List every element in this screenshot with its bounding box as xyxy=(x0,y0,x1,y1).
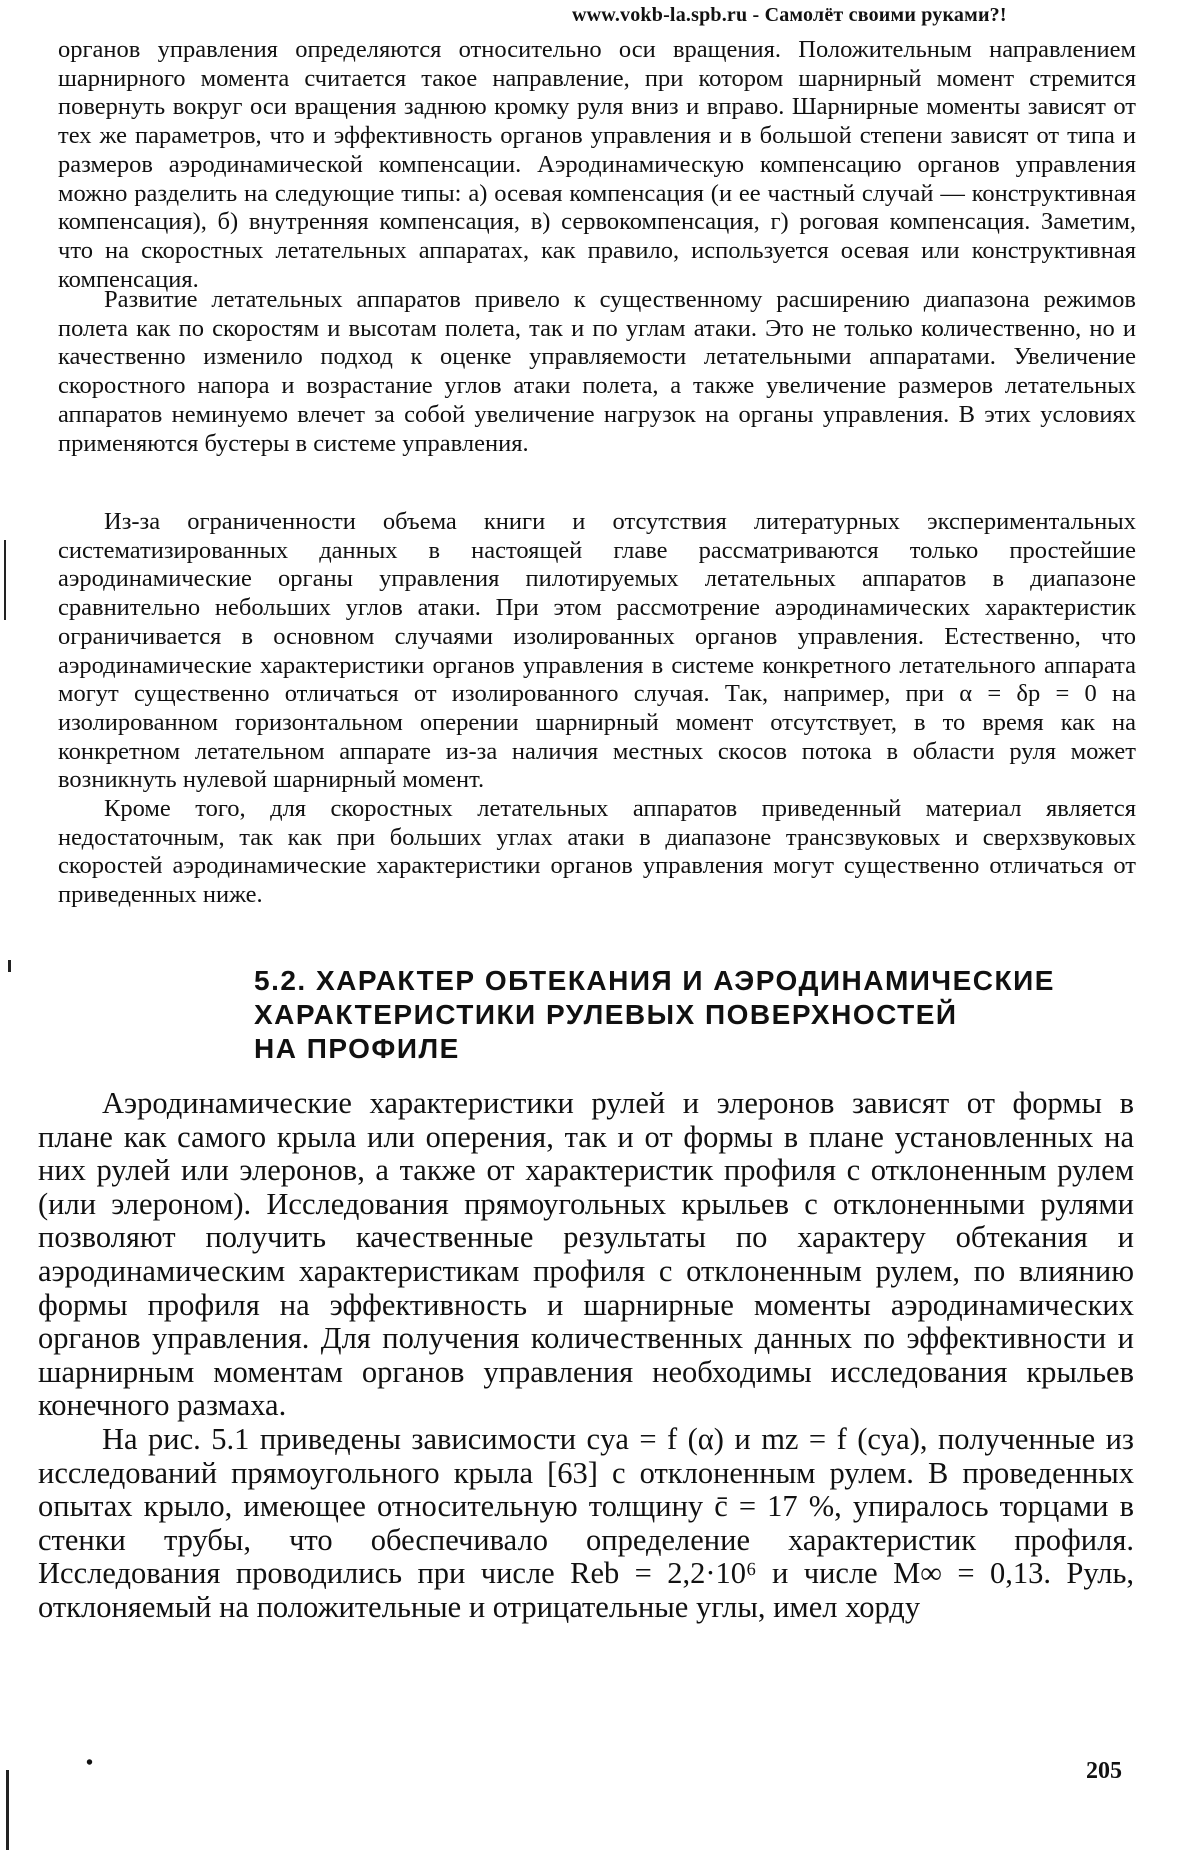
page-header: www.vokb-la.spb.ru - Самолёт своими руками?! xyxy=(572,4,1007,26)
text-block-2 xyxy=(58,286,1136,458)
text-block-3 xyxy=(58,508,1136,795)
paragraph-development: Развитие летательных аппаратов привело к существенному расширению диапазона режимов полета как по скоростям и высотам полета, так и по углам атаки. Это не только количественно, но и качественно изменило подход к оценке управляемости летательными аппаратами. Увеличение скоростного напора и возрастание углов атаки полета, а также увеличение размеров летательных аппаратов неминуемо влечет за собой увеличение нагрузок на органы управления. В этих условиях применяются бустеры в системе управления. xyxy=(58,286,1136,457)
section-heading xyxy=(254,964,1134,1066)
text-block-4 xyxy=(58,795,1136,910)
page-number: 205 xyxy=(1086,1758,1122,1784)
paragraph-limitations: Из-за ограниченности объема книги и отсутствия литературных экспериментальных систематизированных данных в настоящей главе рассматриваются только простейшие аэродинамические органы управления пилотируемых летательных аппаратов в диапазоне сравнительно небольших углов атаки. При этом рассмотрение аэродинамических характеристик ограничивается в основном случаями изолированных органов управления. Естественно, что аэродинамические характеристики органов управления в системе конкретного летательного аппарата могут существенно отличаться от изолированного случая. Так, например, при α = δр = 0 на изолированном горизонтальном оперении шарнирный момент отсутствует, в то время как на конкретном летательном аппарате из-за наличия местных скосов потока в области руля может возникнуть нулевой шарнирный момент. xyxy=(58,508,1136,794)
footer-mark: • xyxy=(86,1752,94,1774)
paragraph-figure-reference: На рис. 5.1 приведены зависимости cya = f (α) и mz = f (cya), полученные из исследований прямоугольного крыла [63] с отклоненным рулем. В проведенных опытах крыло, имеющее относительную толщину c̄ = 17 %, упиралось торцами в стенки трубы, что обеспечивало определение характеристик профиля. Исследования проводились при числе Reb = 2,2·10⁶ и числе M∞ = 0,13. Руль, отклоняемый на положительные и отрицательные углы, имел хорду xyxy=(38,1421,1134,1624)
paragraph-continued: органов управления определяются относительно оси вращения. Положительным направлением шарнирного момента считается такое направление, при котором шарнирный момент стремится повернуть вокруг оси вращения заднюю кромку руля вниз и вправо. Шарнирные моменты зависят от тех же параметров, что и эффективность органов управления и в большой степени зависят от типа и размеров аэродинамической компенсации. Аэродинамическую компенсацию органов управления можно разделить на следующие типы: а) осевая компенсация (и ее частный случай — конструктивная компенсация), б) внутренняя компенсация, в) сервокомпенсация, г) роговая компенсация. Заметим, что на скоростных летательных аппаратах, как правило, используется осевая или конструктивная компенсация. xyxy=(58,36,1136,293)
paragraph-besides: Кроме того, для скоростных летательных аппаратов приведенный материал является недостаточным, так как при больших углах атаки в диапазоне трансзвуковых и сверхзвуковых скоростей аэродинамические характеристики органов управления могут существенно отличаться от приведенных ниже. xyxy=(58,795,1136,909)
section-heading-line-2: ХАРАКТЕРИСТИКИ РУЛЕВЫХ ПОВЕРХНОСТЕЙ xyxy=(254,999,958,1030)
paragraph-aero-characteristics: Аэродинамические характеристики рулей и элеронов зависят от формы в плане как самого крыла или оперения, так и от формы в плане установленных на них рулей или элеронов, а также от характеристик профиля с отклоненным рулем (или элероном). Исследования прямоугольных крыльев с отклоненными рулями позволяют получить качественные результаты по характеру обтекания и аэродинамическим характеристикам профиля с отклоненным рулем, по влиянию формы профиля на эффективность и шарнирные моменты аэродинамических органов управления. Для получения количественных данных по эффективности и шарнирным моментам органов управления необходимы исследования крыльев конечного размаха. xyxy=(38,1086,1134,1423)
margin-scan-line xyxy=(4,540,6,620)
top-text-block xyxy=(58,36,1136,294)
section-heading-line-1: 5.2. ХАРАКТЕР ОБТЕКАНИЯ И АЭРОДИНАМИЧЕСКИЕ xyxy=(254,965,1055,996)
section-heading-line-3: НА ПРОФИЛЕ xyxy=(254,1033,460,1064)
bottom-text-block xyxy=(38,1087,1134,1625)
margin-scan-mark xyxy=(6,1770,9,1850)
margin-scan-mark-small xyxy=(8,960,11,972)
